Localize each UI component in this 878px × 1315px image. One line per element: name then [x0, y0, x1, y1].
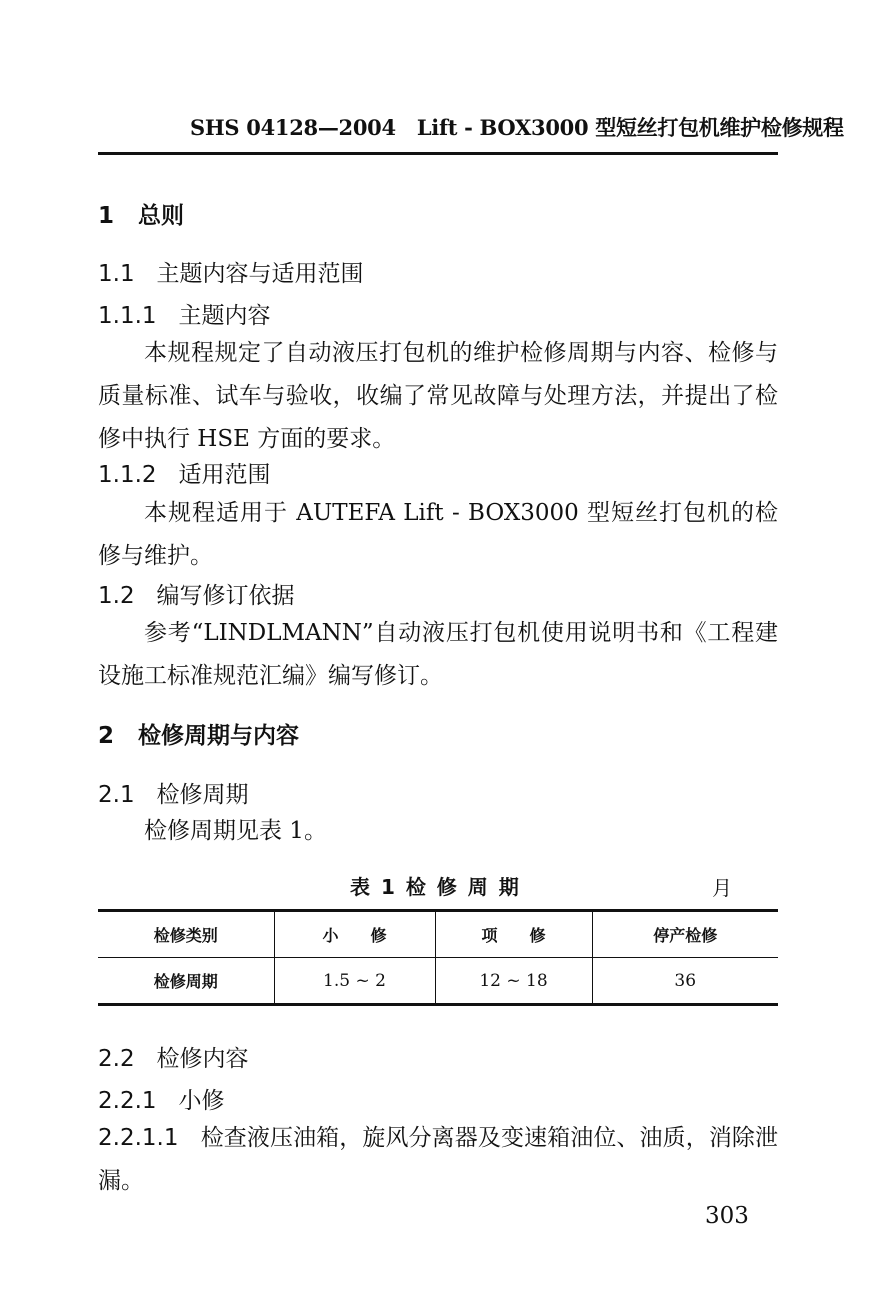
table-header-cell: 小 修	[274, 911, 435, 958]
header-rule	[98, 152, 778, 155]
table-header-cell: 项 修	[435, 911, 592, 958]
table-row	[98, 958, 778, 1005]
section-2-heading: 2 检修周期与内容	[98, 723, 300, 749]
maintenance-cycle-table	[98, 909, 778, 1006]
section-1-1-2-text: 本规程适用于 AUTEFA Lift - BOX3000 型短丝打包机的检修与维护。	[98, 500, 778, 569]
section-2-2-heading: 2.2 检修内容	[98, 1046, 249, 1072]
section-1-2-heading: 1.2 编写修订依据	[98, 583, 295, 609]
section-2-2-1-heading: 2.2.1 小修	[98, 1088, 225, 1114]
section-1-1-1-heading: 1.1.1 主题内容	[98, 303, 271, 329]
table-cell: 12 ~ 18	[435, 958, 592, 1005]
table-header-cell: 检修类别	[98, 911, 274, 958]
section-1-1-1-text: 本规程规定了自动液压打包机的维护检修周期与内容、检修与质量标准、试车与验收，收编了常见故障与处理方法，并提出了检修中执行 HSE 方面的要求。	[98, 340, 778, 452]
section-1-1-heading: 1.1 主题内容与适用范围	[98, 261, 364, 287]
section-1-heading: 1 总则	[98, 203, 185, 229]
table-cell: 1.5 ~ 2	[274, 958, 435, 1005]
section-2-1-text: 检修周期见表 1。	[144, 818, 327, 844]
table-cell: 检修周期	[153, 972, 218, 991]
standard-code: SHS 04128—2004	[190, 115, 396, 140]
table-1-caption: 表 1 检 修 周 期	[350, 875, 521, 899]
running-header	[190, 112, 844, 142]
section-2-1-heading: 2.1 检修周期	[98, 782, 249, 808]
section-1-1-2-heading: 1.1.2 适用范围	[98, 462, 271, 488]
table-1-unit: 月	[712, 876, 732, 900]
table-cell: 36	[592, 958, 778, 1005]
standard-title: Lift - BOX3000 型短丝打包机维护检修规程	[416, 115, 844, 140]
table-header-row	[98, 911, 778, 958]
section-1-2-text: 参考“LINDLMANN”自动液压打包机使用说明书和《工程建设施工标准规范汇编》编写修订。	[98, 620, 778, 689]
page-number: 303	[705, 1203, 749, 1229]
section-2-2-1-1-text: 2.2.1.1 检查液压油箱，旋风分离器及变速箱油位、油质，消除泄漏。	[98, 1125, 779, 1194]
table-header-cell: 停产检修	[592, 911, 778, 958]
